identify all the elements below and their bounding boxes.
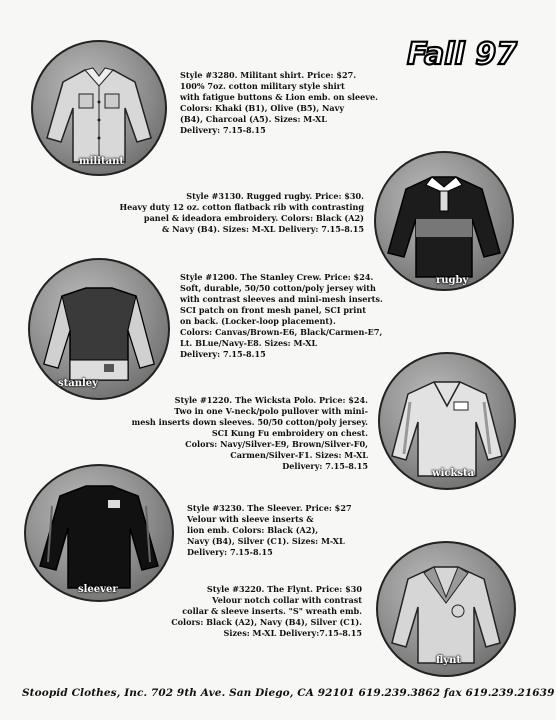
desc-line: Style #3280. Militant shirt. Price: $27. <box>180 70 357 80</box>
desc-line: Navy (B4), Silver (C1). Sizes: M-XL <box>187 536 345 546</box>
flynt-description <box>100 584 362 639</box>
stanley-description <box>180 272 383 360</box>
desc-line: Colors: Navy/Silver-E9, Brown/Silver-F0, <box>185 439 368 449</box>
desc-line: Style #3230. The Sleever. Price: $27 <box>187 503 352 513</box>
desc-line: Heavy duty 12 oz. cotton flatback rib with contrasting <box>119 202 364 212</box>
stanley-illustration <box>28 258 170 400</box>
desc-line: Colors: Canvas/Brown-E6, Black/Carmen-E7, <box>180 327 383 337</box>
desc-line: Colors: Khaki (B1), Olive (B5), Navy <box>180 103 345 113</box>
flynt-label: flynt <box>436 655 461 666</box>
desc-line: Style #1220. The Wicksta Polo. Price: $24. <box>174 395 368 405</box>
desc-line: with fatigue buttons & Lion emb. on sleeve. <box>180 92 378 102</box>
desc-line: on back. (Locker-loop placement). <box>180 316 336 326</box>
sleever-sweater-icon <box>26 466 172 600</box>
company-footer: Stoopid Clothes, Inc. 702 9th Ave. San Diego, CA 92101 619.239.3862 fax 619.239.21639 <box>22 687 555 699</box>
desc-line: Sizes: M-XL Delivery:7.15-8.15 <box>223 628 362 638</box>
sleever-description <box>187 503 352 558</box>
season-text: Fall 97 <box>406 37 518 72</box>
desc-line: Style #3220. The Flynt. Price: $30 <box>206 584 362 594</box>
rugby-shirt-icon <box>376 153 512 289</box>
desc-line: SCI Kung Fu embroidery on chest. <box>211 428 368 438</box>
desc-line: Velour notch collar with contrast <box>212 595 362 605</box>
desc-line: Soft, durable, 50/50 cotton/poly jersey with <box>180 283 376 293</box>
desc-line: Lt. BLue/Navy-E8. Sizes: M-XL <box>180 338 318 348</box>
militant-illustration <box>31 40 167 176</box>
desc-line: 100% 7oz. cotton military style shirt <box>180 81 345 91</box>
desc-line: lion emb. Colors: Black (A2), <box>187 525 319 535</box>
stanley-label: stanley <box>58 378 98 389</box>
desc-line: Style #3130. Rugged rugby. Price: $30. <box>186 191 364 201</box>
desc-line: & Navy (B4). Sizes: M-XL Delivery: 7.15-8.15 <box>161 224 364 234</box>
rugby-illustration <box>374 151 514 291</box>
desc-line: collar & sleeve inserts. "S" wreath emb. <box>182 606 362 616</box>
stanley-crew-icon <box>30 260 168 398</box>
desc-line: (B4), Charcoal (A5). Sizes: M-XL <box>180 114 327 124</box>
sleever-illustration <box>24 464 174 602</box>
desc-line: Carmen/Silver-F1. Sizes: M-XL <box>230 450 368 460</box>
wicksta-label: wicksta <box>432 468 475 479</box>
flynt-illustration <box>376 541 516 677</box>
desc-line: Delivery: 7.15-8.15 <box>180 349 266 359</box>
desc-line: Colors: Black (A2), Navy (B4), Silver (C1). <box>171 617 362 627</box>
wicksta-illustration <box>378 352 516 490</box>
desc-line: with contrast sleeves and mini-mesh inserts. <box>180 294 383 304</box>
militant-shirt-icon <box>33 42 165 174</box>
desc-line: Delivery: 7.15-8.15 <box>282 461 368 471</box>
wicksta-description <box>100 395 368 472</box>
desc-line: SCI patch on front mesh panel, SCI print <box>180 305 366 315</box>
desc-line: Velour with sleeve inserts & <box>187 514 314 524</box>
desc-line: panel & ideadora embroidery. Colors: Black (A2) <box>143 213 364 223</box>
desc-line: Delivery: 7.15-8.15 <box>180 125 266 135</box>
rugby-label: rugby <box>436 275 469 286</box>
rugby-description <box>100 191 364 235</box>
desc-line: Style #1200. The Stanley Crew. Price: $24. <box>180 272 374 282</box>
season-title <box>392 34 532 74</box>
desc-line: mesh inserts down sleeves. 50/50 cotton/poly jersey. <box>131 417 368 427</box>
desc-line: Delivery: 7.15-8.15 <box>187 547 273 557</box>
sleever-label: sleever <box>78 584 118 595</box>
militant-description <box>180 70 378 136</box>
desc-line: Two in one V-neck/polo pullover with mini- <box>174 406 368 416</box>
season-title-graphic <box>392 34 532 74</box>
militant-label: militant <box>79 156 124 167</box>
